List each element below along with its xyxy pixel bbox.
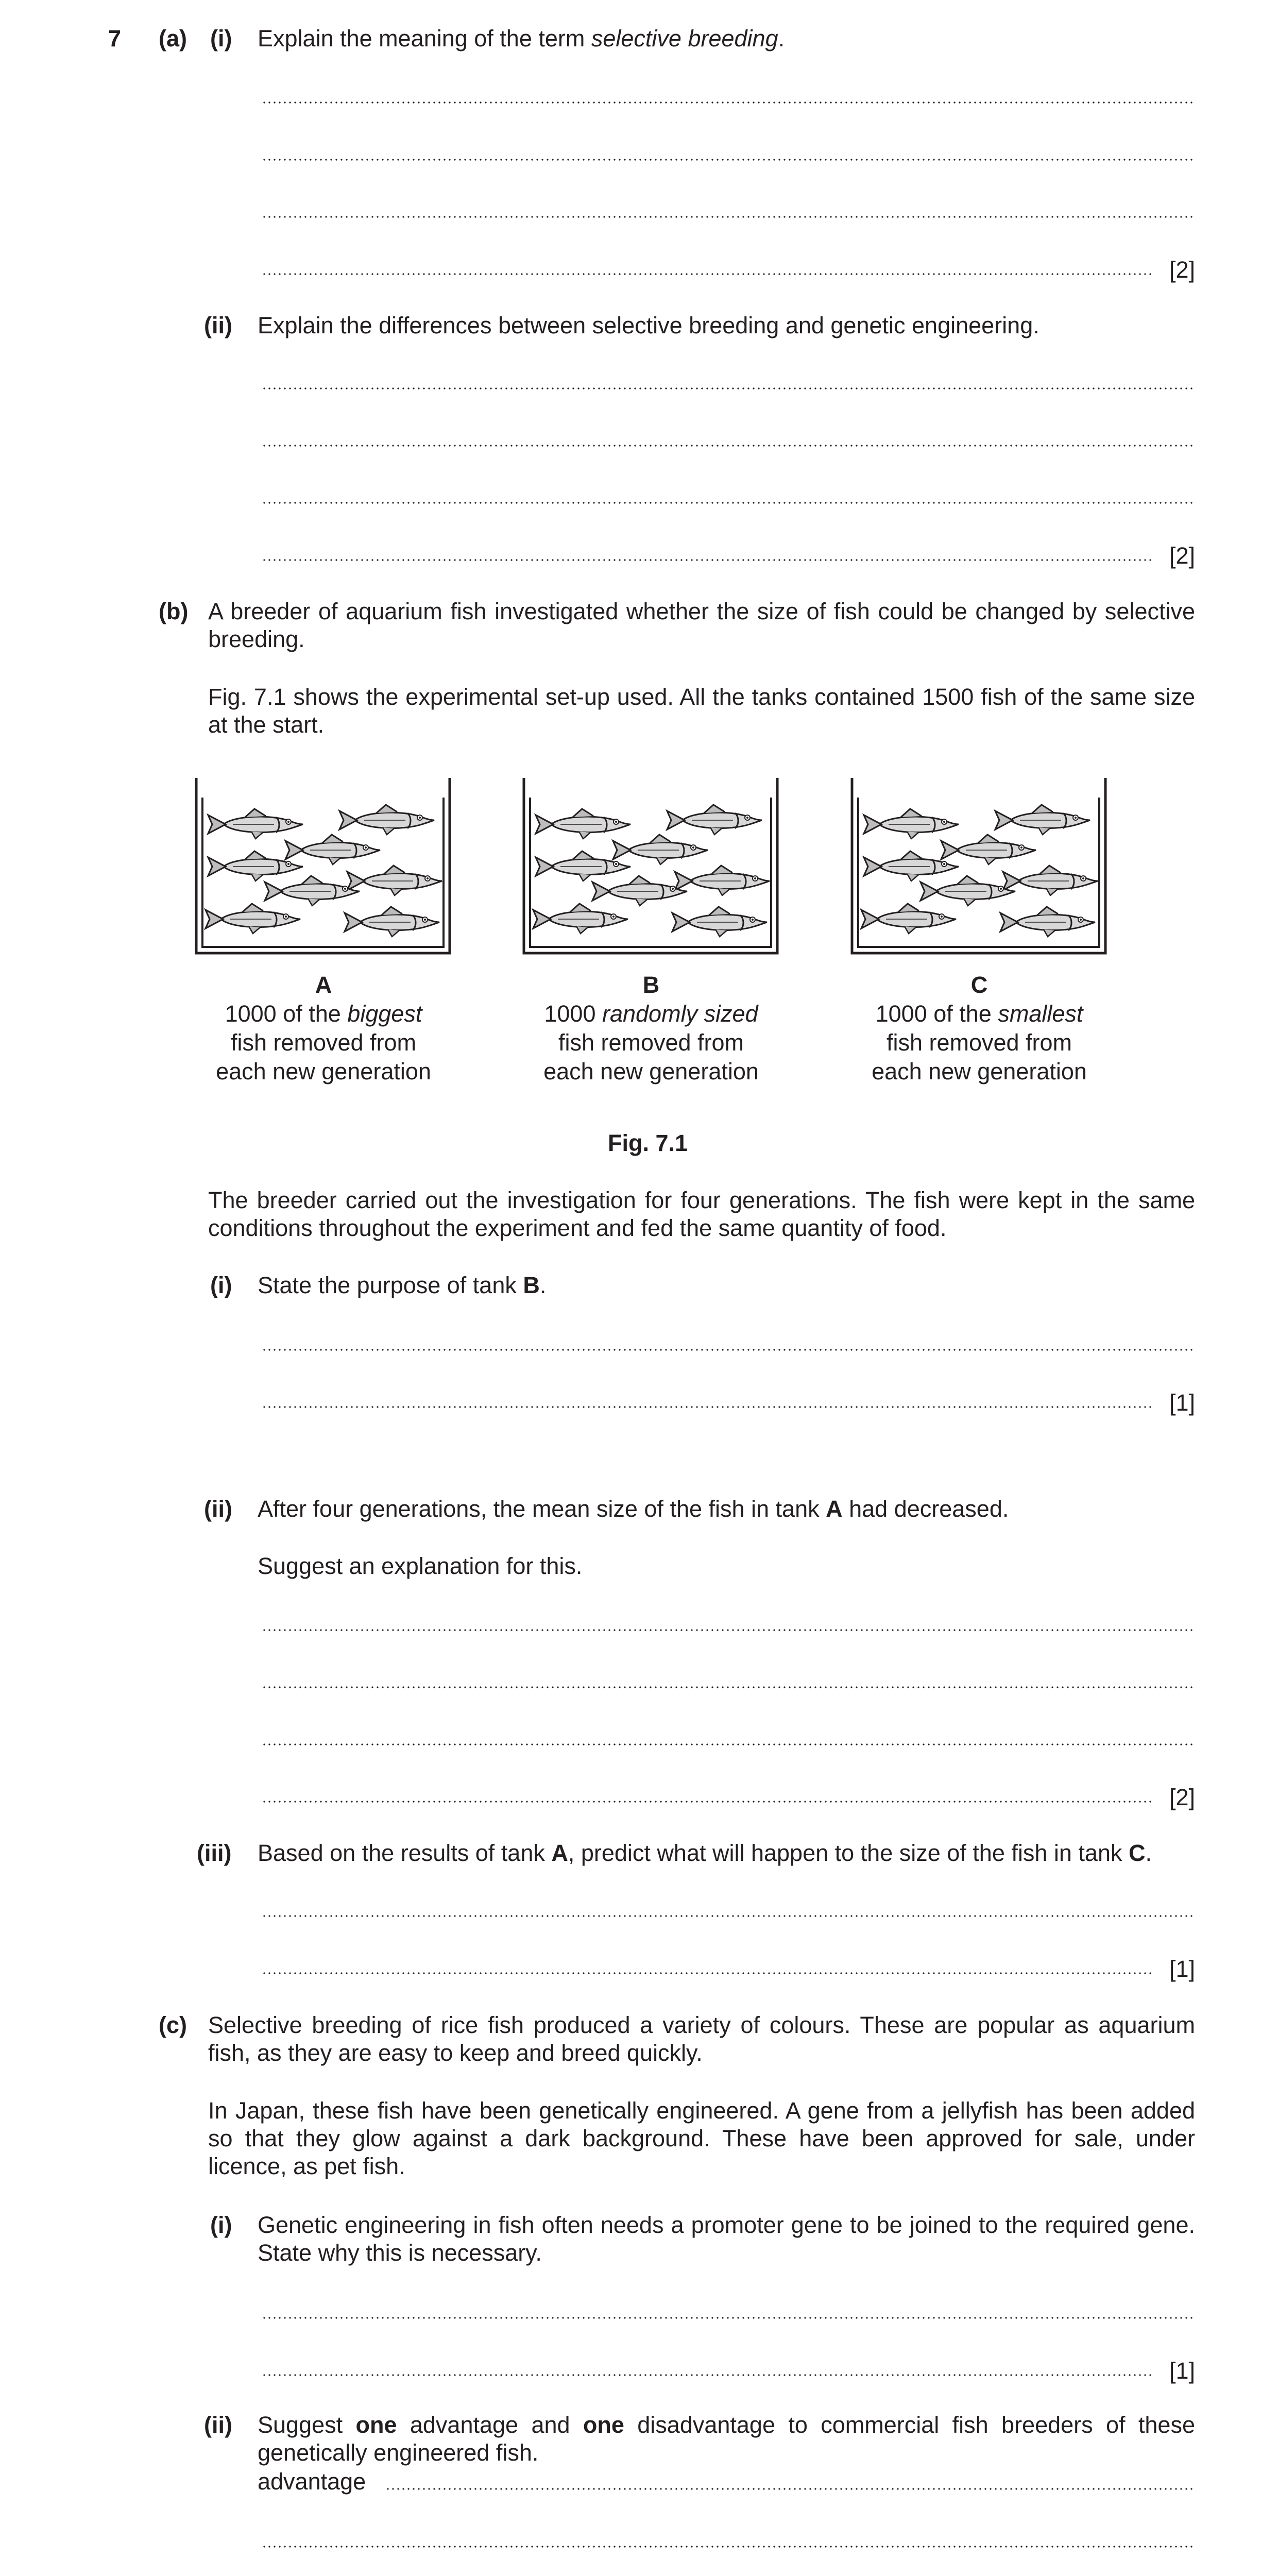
- tank-b-illustration: [522, 778, 779, 956]
- mark-allocation: [2]: [1169, 1784, 1195, 1810]
- tank-c-caption: C 1000 of the smallest fish removed from each new generation: [872, 972, 1087, 1084]
- part-a-ii-label: (ii): [204, 312, 232, 338]
- part-b-ii-question: After four generations, the mean size of the fish in tank A had decreased.: [258, 1496, 1009, 1522]
- tank-c-illustration: [850, 778, 1107, 956]
- part-c-ii-question: Suggest one advantage and one disadvantage to commercial fish breeders of these genetically engineered fish.: [258, 2412, 1195, 2466]
- part-a-i-question: Explain the meaning of the term selective breeding.: [258, 25, 785, 52]
- part-b-label: (b): [159, 598, 189, 624]
- part-a-i-label: (i): [210, 25, 232, 52]
- question-number: 7: [108, 25, 122, 52]
- tank-a-illustration: [194, 778, 452, 956]
- answer-line[interactable]: [262, 1406, 1154, 1408]
- part-c-label: (c): [159, 2012, 187, 2038]
- part-c-ii-label: (ii): [204, 2412, 232, 2438]
- answer-line[interactable]: [262, 273, 1154, 275]
- part-b-iii-label: (iii): [197, 1840, 232, 1866]
- advantage-label: advantage: [258, 2468, 366, 2495]
- answer-line[interactable]: [262, 1349, 1195, 1351]
- answer-line[interactable]: [262, 445, 1195, 447]
- answer-line[interactable]: [262, 159, 1195, 161]
- answer-line[interactable]: [262, 1915, 1195, 1917]
- japan-text: In Japan, these fish have been genetically engineered. A gene from a jellyfish has been added so that they glow against a dark background. These have been approved for sale, under licence, as pet fish.: [208, 2097, 1195, 2179]
- answer-line[interactable]: [262, 1972, 1154, 1974]
- mark-allocation: [2]: [1169, 257, 1195, 283]
- tank-a-caption: A 1000 of the biggest fish removed from each new generation: [216, 972, 431, 1084]
- part-b-iii-question: Based on the results of tank A, predict what will happen to the size of the fish in tank C.: [258, 1840, 1152, 1866]
- part-b-ii-label: (ii): [204, 1496, 232, 1522]
- part-c-intro: Selective breeding of rice fish produced a variety of colours. These are popular as aquarium fish, as they are easy to keep and breed quickly.: [208, 2012, 1195, 2066]
- conditions-text: The breeder carried out the investigation for four generations. The fish were kept in the same conditions throughout the experiment and fed the same quantity of food.: [208, 1187, 1195, 1241]
- figure-caption: Fig. 7.1: [608, 1130, 688, 1156]
- answer-line[interactable]: [262, 2374, 1154, 2376]
- part-c-i-question: Genetic engineering in fish often needs a promoter gene to be joined to the required gene. State why this is necessary.: [258, 2212, 1195, 2266]
- part-b-i-question: State the purpose of tank B.: [258, 1272, 547, 1298]
- answer-line[interactable]: [262, 2317, 1195, 2319]
- answer-line[interactable]: [262, 1686, 1195, 1688]
- part-c-i-label: (i): [210, 2212, 232, 2238]
- answer-line[interactable]: [262, 2546, 1195, 2548]
- part-a-ii-question: Explain the differences between selective breeding and genetic engineering.: [258, 312, 1040, 338]
- answer-line[interactable]: [262, 1801, 1154, 1803]
- part-b-ii-prompt: Suggest an explanation for this.: [258, 1553, 583, 1579]
- part-a-label: (a): [159, 25, 187, 52]
- mark-allocation: [1]: [1169, 1956, 1195, 1982]
- part-b-i-label: (i): [210, 1272, 232, 1298]
- answer-line[interactable]: [262, 1629, 1195, 1631]
- answer-line[interactable]: [262, 1743, 1195, 1745]
- tank-b-caption: B 1000 randomly sized fish removed from each new generation: [543, 972, 759, 1084]
- mark-allocation: [1]: [1169, 1389, 1195, 1416]
- answer-line[interactable]: [262, 216, 1195, 218]
- mark-allocation: [1]: [1169, 2358, 1195, 2384]
- answer-line[interactable]: [262, 387, 1195, 389]
- mark-allocation: [2]: [1169, 543, 1195, 569]
- answer-line[interactable]: [262, 101, 1195, 104]
- part-b-intro: A breeder of aquarium fish investigated whether the size of fish could be changed by selective breeding.: [208, 598, 1195, 652]
- answer-line[interactable]: [262, 559, 1154, 561]
- fig-intro: Fig. 7.1 shows the experimental set-up used. All the tanks contained 1500 fish of the same size at the start.: [208, 684, 1195, 738]
- answer-line[interactable]: [262, 502, 1195, 504]
- advantage-answer-line[interactable]: [385, 2488, 1195, 2490]
